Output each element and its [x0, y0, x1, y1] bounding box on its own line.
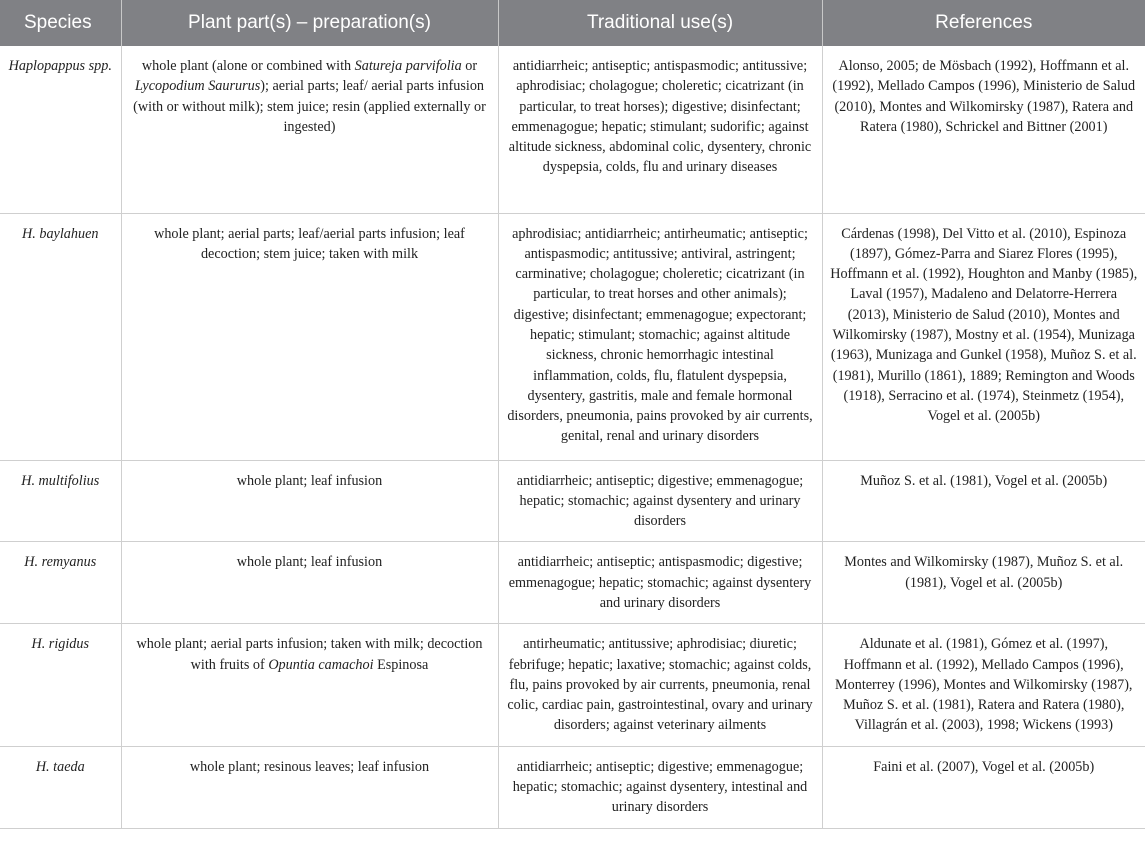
plant-parts-cell: whole plant; leaf infusion: [121, 460, 498, 542]
header-traditional-uses: Traditional use(s): [498, 0, 822, 46]
references-cell: Montes and Wilkomirsky (1987), Muñoz S. et al. (1981), Vogel et al. (2005b): [822, 542, 1145, 624]
plant-parts-cell: whole plant (alone or combined with Satureja parvifolia or Lycopodium Saururus); aerial parts; leaf/ aerial parts infusion (with or without milk); stem juice; resin (applied externally or ingested): [121, 46, 498, 213]
plant-parts-cell: whole plant; resinous leaves; leaf infusion: [121, 746, 498, 828]
plant-parts-cell: whole plant; aerial parts infusion; taken with milk; decoction with fruits of Opuntia camachoi Espinosa: [121, 624, 498, 746]
table-row: [0, 46, 1145, 213]
references-cell: Alonso, 2005; de Mösbach (1992), Hoffmann et al. (1992), Mellado Campos (1996), Ministerio de Salud (2010), Montes and Wilkomirsky (1987), Ratera and Ratera (1980), Schrickel and Bittner (2001): [822, 46, 1145, 213]
traditional-uses-cell: antidiarrheic; antiseptic; antispasmodic; antitussive; aphrodisiac; cholagogue; choleretic; cicatrizant (in particular, to treat horses); digestive; disinfectant; emmenagogue; hepatic; stimulant; sudorific; against altitude sickness, abdominal colic, dysentery, chronic dyspepsia, colds, flu and urinary diseases: [498, 46, 822, 213]
table-row: [0, 460, 1145, 542]
species-cell: H. multifolius: [0, 460, 121, 542]
table-row: [0, 213, 1145, 460]
references-cell: Cárdenas (1998), Del Vitto et al. (2010), Espinoza (1897), Gómez-Parra and Siarez Flores (1995), Hoffmann et al. (1992), Houghton and Manby (1985), Laval (1957), Madaleno and Delatorre-Herrera (2013), Ministerio de Salud (2010), Montes and Wilkomirsky (1987), Mostny et al. (1954), Munizaga (1963), Munizaga and Gunkel (1958), Muñoz S. et al. (1981), Murillo (1861), 1889; Remington and Woods (1918), Serracino et al. (1974), Steinmetz (1954), Vogel et al. (2005b): [822, 213, 1145, 460]
species-cell: Haplopappus spp.: [0, 46, 121, 213]
plant-parts-cell: whole plant; aerial parts; leaf/aerial parts infusion; leaf decoction; stem juice; taken with milk: [121, 213, 498, 460]
references-cell: Faini et al. (2007), Vogel et al. (2005b): [822, 746, 1145, 828]
references-cell: Muñoz S. et al. (1981), Vogel et al. (2005b): [822, 460, 1145, 542]
header-plant-parts: Plant part(s) – preparation(s): [121, 0, 498, 46]
header-species: Species: [0, 0, 121, 46]
species-cell: H. baylahuen: [0, 213, 121, 460]
traditional-uses-cell: aphrodisiac; antidiarrheic; antirheumatic; antiseptic; antispasmodic; antitussive; antiviral, astringent; carminative; cholagogue; choleretic; cicatrizant (in particular, to treat horses and other animals); digestive; disinfectant; emmenagogue; expectorant; hepatic; stimulant; stomachic; against altitude sickness, chronic hemorrhagic intestinal inflammation, colds, flu, flatulent dyspepsia, dysentery, gastritis, male and female hormonal disorders, pneumonia, pains provoked by air currents, genital, renal and urinary disorders: [498, 213, 822, 460]
traditional-uses-cell: antidiarrheic; antiseptic; digestive; emmenagogue; hepatic; stomachic; against dysentery and urinary disorders: [498, 460, 822, 542]
header-references: References: [822, 0, 1145, 46]
species-cell: H. remyanus: [0, 542, 121, 624]
table-row: [0, 542, 1145, 624]
species-cell: H. rigidus: [0, 624, 121, 746]
traditional-uses-cell: antidiarrheic; antiseptic; antispasmodic; digestive; emmenagogue; hepatic; stomachic; against dysentery and urinary disorders: [498, 542, 822, 624]
references-cell: Aldunate et al. (1981), Gómez et al. (1997), Hoffmann et al. (1992), Mellado Campos (1996), Monterrey (1996), Montes and Wilkomirsky (1987), Muñoz S. et al. (1981), Ratera and Ratera (1980), Villagrán et al. (2003), 1998; Wickens (1993): [822, 624, 1145, 746]
traditional-uses-cell: antidiarrheic; antiseptic; digestive; emmenagogue; hepatic; stomachic; against dysentery, intestinal and urinary disorders: [498, 746, 822, 828]
table-row: [0, 624, 1145, 746]
header-row: [0, 0, 1145, 46]
table-row: [0, 746, 1145, 828]
species-cell: H. taeda: [0, 746, 121, 828]
traditional-uses-cell: antirheumatic; antitussive; aphrodisiac; diuretic; febrifuge; hepatic; laxative; stomachic; against colds, flu, pains provoked by air currents, pneumonia, renal colic, cardiac pain, gastrointestinal, ovary and urinary disorders; against veterinary ailments: [498, 624, 822, 746]
plant-parts-cell: whole plant; leaf infusion: [121, 542, 498, 624]
